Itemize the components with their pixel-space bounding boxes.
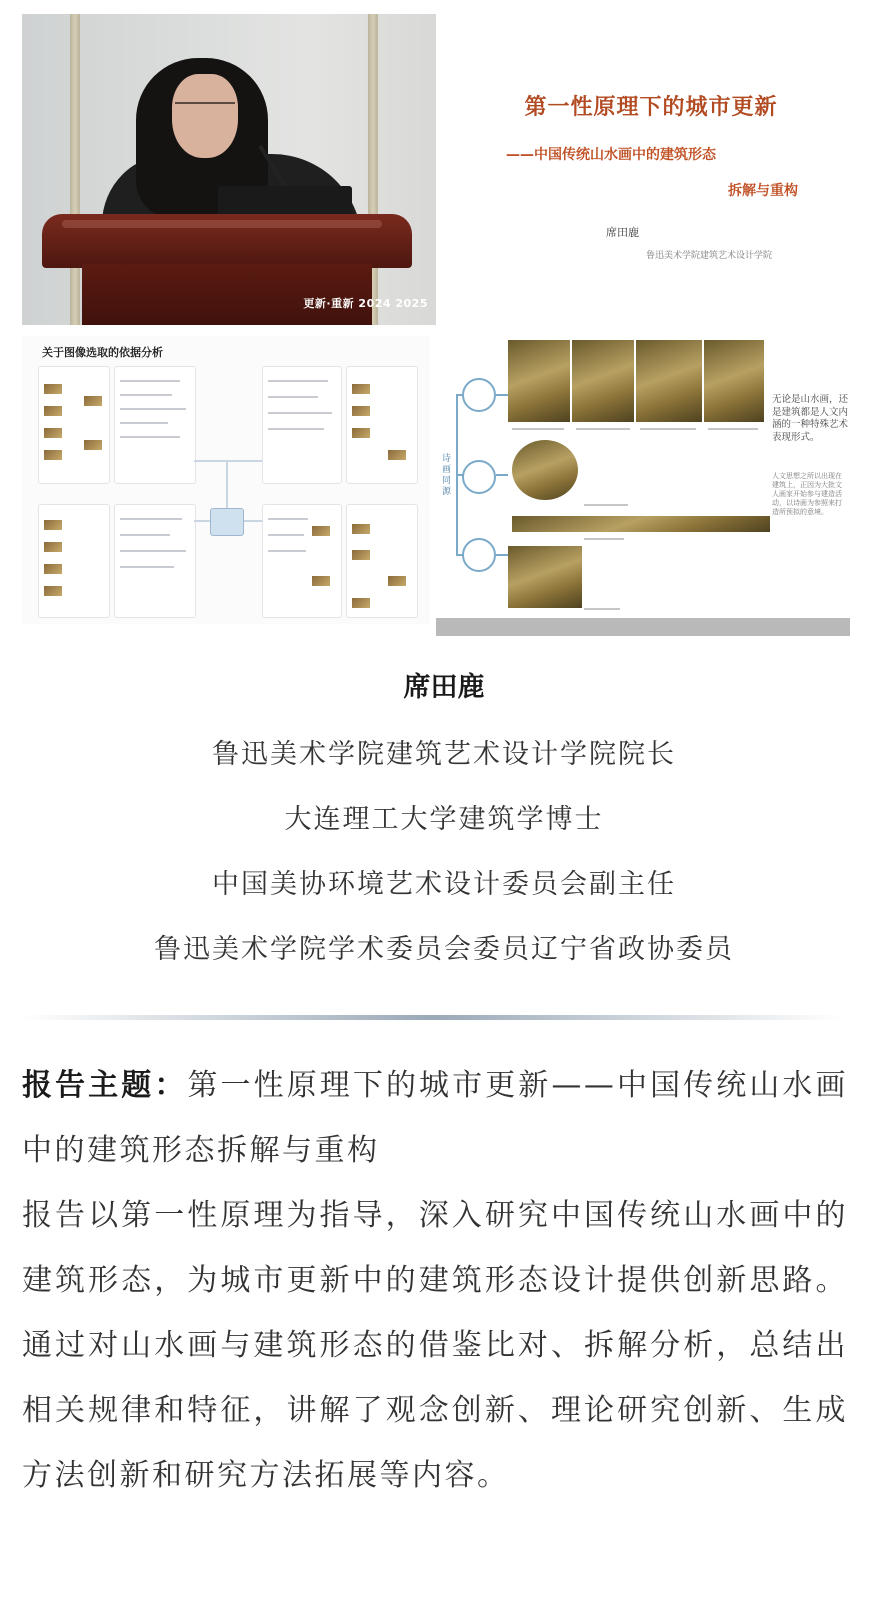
branch-node [462, 378, 496, 412]
report-body: 报告以第一性原理为指导，深入研究中国传统山水画中的建筑形态，为城市更新中的建筑形态设计提供创新思路。通过对山水画与建筑形态的借鉴比对、拆解分析，总结出相关规律和特征，讲解了观念创新、理论研究创新、生成方法创新和研究方法拓展等内容。 [22, 1198, 848, 1493]
slide-bottom-bar [436, 618, 850, 636]
paintings-slide [436, 336, 850, 636]
branch-node [462, 460, 496, 494]
report-label: 报告主题： [22, 1068, 188, 1103]
branch-node [462, 538, 496, 572]
slide-affiliation: 鲁迅美术学院建筑艺术设计学院 [646, 251, 773, 261]
painting-image [508, 546, 582, 608]
mindmap-card [262, 504, 342, 618]
mindmap-card [114, 504, 196, 618]
bio-title-3: 中国美协环境艺术设计委员会副主任 [212, 869, 676, 900]
report-topic: 第一性原理下的城市更新——中国传统山水画中的建筑形态拆解与重构 [22, 1068, 849, 1168]
mindmap-slide [22, 336, 430, 624]
speaker-photo [22, 14, 436, 325]
slide-subtitle-line2: 拆解与重构 [728, 183, 798, 199]
painting-image [512, 516, 770, 532]
bio-title-1: 鲁迅美术学院建筑艺术设计学院院长 [212, 739, 676, 770]
stage-banner-label: 更新·重新 2024 2025 [303, 297, 428, 310]
painting-image [636, 340, 702, 422]
bio-title-4: 鲁迅美术学院学术委员会委员辽宁省政协委员 [154, 934, 734, 965]
report-section [22, 1053, 848, 1508]
section-divider [22, 1015, 842, 1020]
slide-author: 席田鹿 [606, 226, 639, 239]
slide-title: 第一性原理下的城市更新 [524, 95, 778, 120]
painting-image [512, 440, 578, 500]
slide-side-note: 人文思想之所以出现在建筑上，正因为大批文人画家开始参与建造活动，以诗画为参照来打造所预拟的意境。 [772, 472, 842, 516]
slide-side-text: 无论是山水画，还是建筑都是人文内涵的一种特殊艺术表现形式。 [772, 394, 849, 443]
mindmap-card [114, 366, 196, 484]
painting-image [704, 340, 764, 422]
slide-vertical-label: 诗画同源 [442, 454, 452, 497]
title-slide [436, 14, 864, 325]
slide-subtitle: ——中国传统山水画中的建筑形态 [506, 147, 716, 163]
bio-title-2: 大连理工大学建筑学博士 [284, 804, 604, 835]
painting-image [572, 340, 634, 422]
mindmap-heading: 关于图像选取的依据分析 [42, 346, 163, 359]
painting-image [508, 340, 570, 422]
mindmap-center-node [210, 508, 244, 536]
speaker-name: 席田鹿 [403, 672, 485, 703]
mindmap-card [262, 366, 342, 484]
